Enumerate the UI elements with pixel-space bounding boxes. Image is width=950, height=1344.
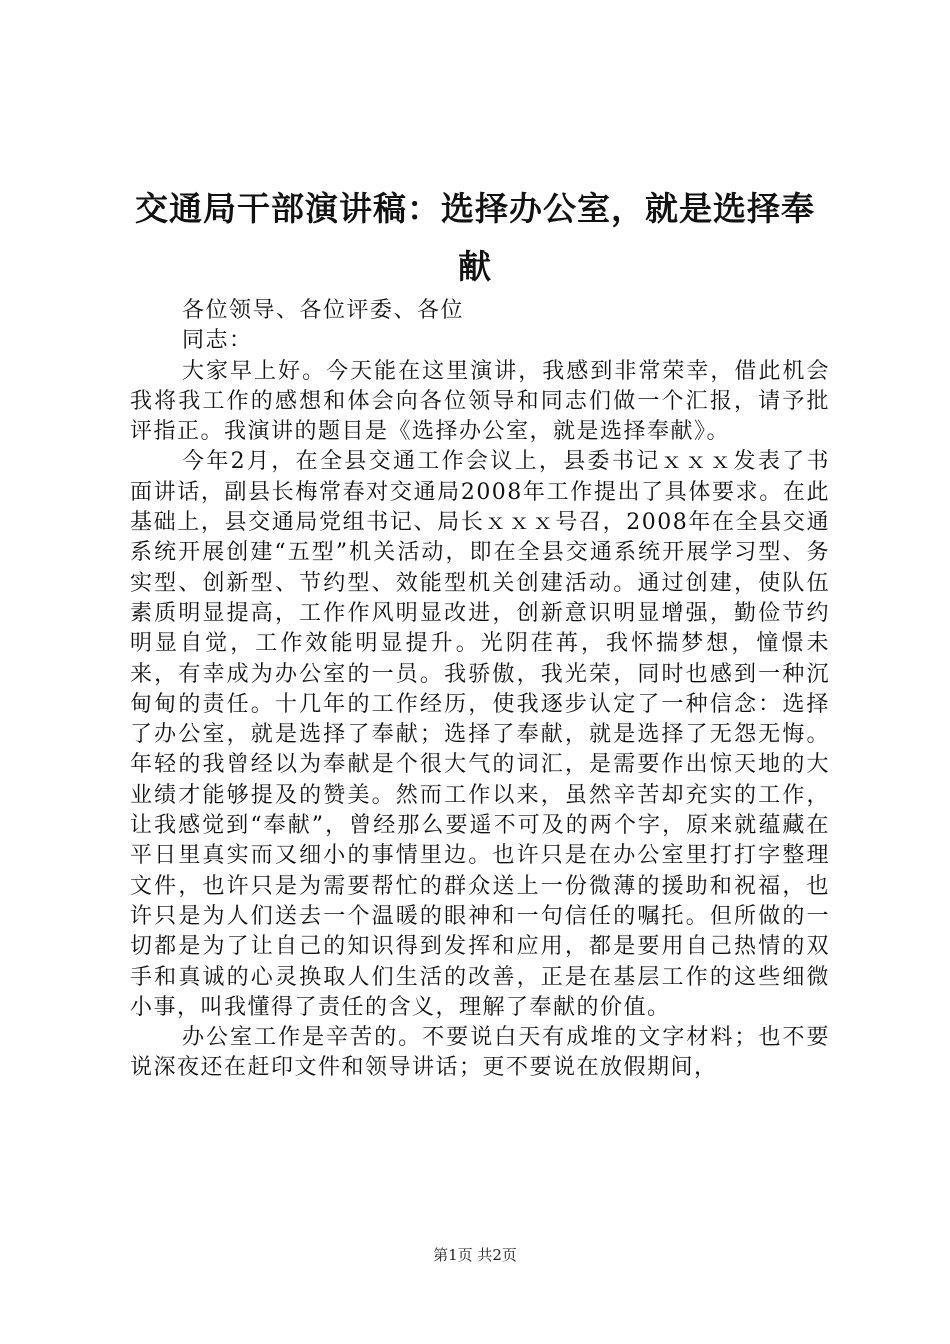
document-title: 交通局干部演讲稿：选择办公室，就是选择奉献 (135, 189, 815, 287)
document-body (130, 296, 830, 1084)
paragraph-2: 今年2月，在全县交通工作会议上，县委书记ｘｘｘ发表了书面讲话，副县长梅常春对交通局2008年工作提出了具体要求。在此基础上，县交通局党组书记、局长ｘｘｘ号召，2008年在全县交通系统开展创建“五型”机关活动，即在全县交通系统开展学习型、务实型、创新型、节约型、效能型机关创建活动。通过创建，使队伍素质明显提高，工作作风明显改进，创新意识明显增强，勤俭节约明显自觉，工作效能明显提升。光阴荏苒，我怀揣梦想，憧憬未来，有幸成为办公室的一员。我骄傲，我光荣，同时也感到一种沉甸甸的责任。十几年的工作经历，使我逐步认定了一种信念：选择了办公室，就是选择了奉献；选择了奉献，就是选择了无怨无悔。年轻的我曾经以为奉献是个很大气的词汇，是需要作出惊天地的大业绩才能够提及的赞美。然而工作以来，虽然辛苦却充实的工作，让我感觉到“奉献”，曾经那么要遥不可及的两个字，原来就蕴藏在平日里真实而又细小的事情里边。也许只是在办公室里打打字整理文件，也许只是为需要帮忙的群众送上一份微薄的援助和祝福，也许只是为人们送去一个温暖的眼神和一句信任的嘱托。但所做的一切都是为了让自己的知识得到发挥和应用，都是要用自己热情的双手和真诚的心灵换取人们生活的改善，正是在基层工作的这些细微小事，叫我懂得了责任的含义，理解了奉献的价值。 (130, 449, 830, 1020)
salutation-line-2: 同志： (182, 328, 253, 354)
paragraph-1: 大家早上好。今天能在这里演讲，我感到非常荣幸，借此机会我将我工作的感想和体会向各位领导和同志们做一个汇报，请予批评指正。我演讲的题目是《选择办公室，就是选择奉献》。 (130, 358, 830, 445)
salutation-line-1: 各位领导、各位评委、各位 (182, 298, 465, 323)
paragraph-3: 办公室工作是辛苦的。不要说白天有成堆的文字材料；也不要说深夜还在赶印文件和领导讲话；更不要说在放假期间， (130, 1025, 830, 1081)
page-number-footer: 第1页 共2页 (433, 1246, 517, 1264)
